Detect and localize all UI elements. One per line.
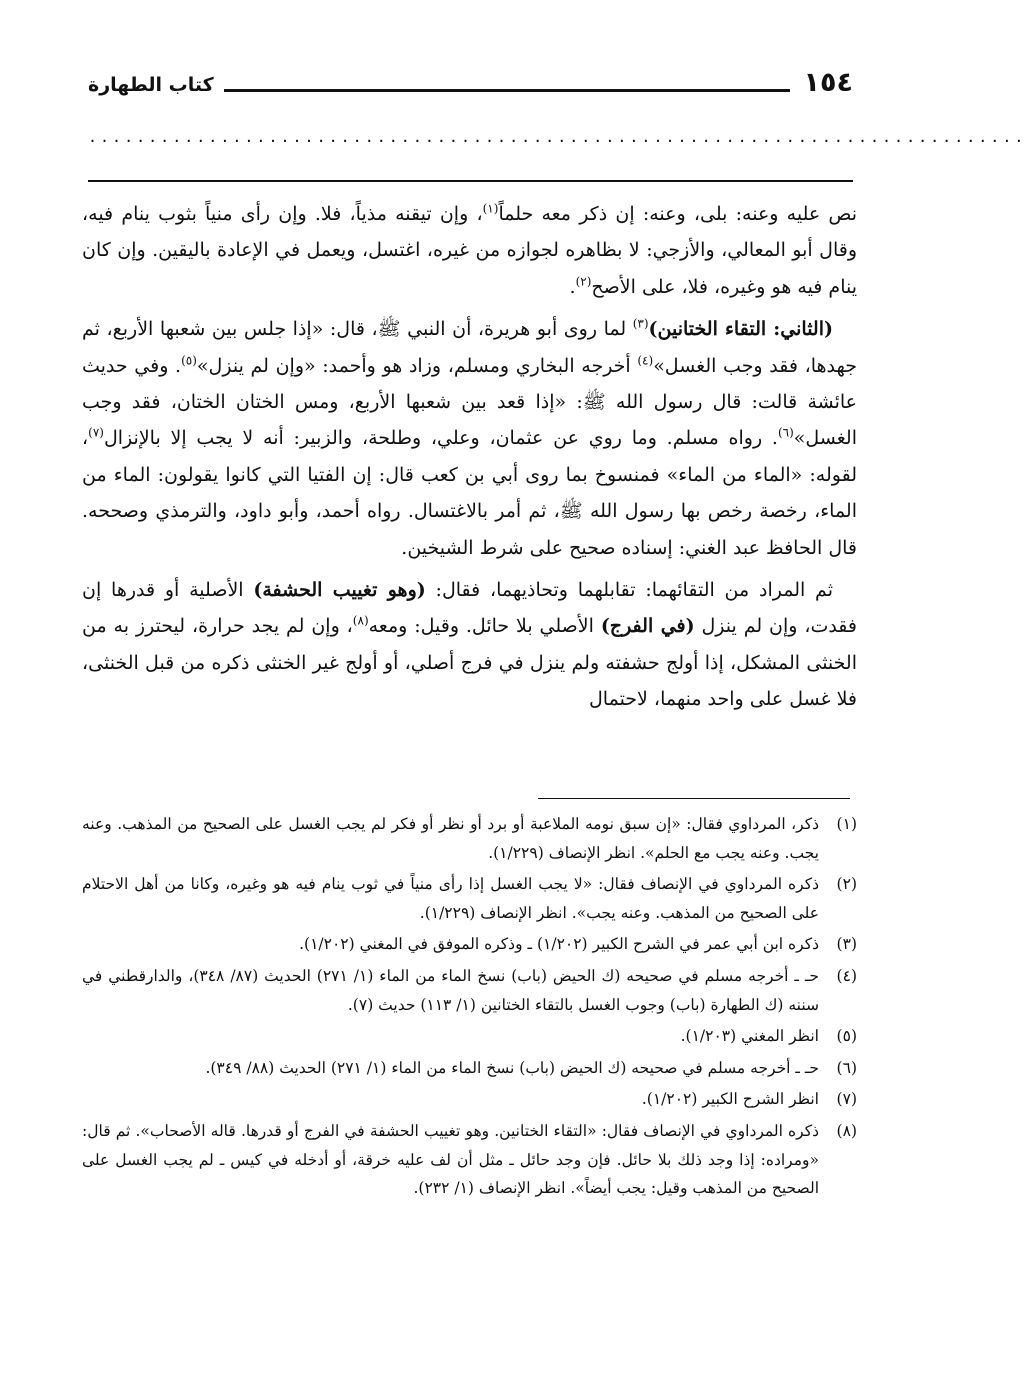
text-run: الأصلي بلا حائل. وقيل: ومعه [368, 615, 601, 638]
text-run: أخرجه البخاري ومسلم، وزاد هو وأحمد: «وإن لم ينزل» [196, 354, 638, 377]
book-title: كتاب الطهارة [88, 74, 214, 96]
text-top-rule [88, 180, 853, 182]
footnote-text: انظر الشرح الكبير (١/٢٠٢). [641, 1090, 819, 1109]
bold-phrase: (الثاني: التقاء الختانين) [648, 318, 833, 341]
footnote-number: (٤) [836, 966, 857, 985]
text-run: . وفي حديث عائشة قالت: قال رسول الله ﷺ: «إذا قعد بين شعبها الأربع، ومس الختان الختان، فقد وجب الغسل» [82, 354, 857, 450]
header-rule [224, 89, 790, 92]
footnote-ref[interactable]: (٤) [637, 353, 654, 368]
footnote-ref[interactable]: (٦) [777, 426, 794, 441]
footnote-item [82, 1085, 857, 1114]
footnotes [82, 810, 857, 1206]
body-paragraph [82, 196, 857, 305]
text-run: ، وإن لم يجد حرارة، ليحترز به من الخنثى المشكل، إذا أولج حشفته ولم ينزل في فرج أصلي، أو أولج غير الخنثى ذكره من قبل الخنثى، فلا غسل على واحد منهما، لاحتمال [82, 615, 857, 711]
footnote-rule [538, 798, 850, 799]
footnote-text: حـ ـ أخرجه مسلم في صحيحه (ك الحيض (باب) نسخ الماء من الماء (١/ ٢٧١) الحديث (٨٨/ ٣٤٩). [205, 1058, 819, 1077]
body-paragraph [82, 572, 857, 718]
footnote-number: (٨) [836, 1121, 857, 1140]
footnote-ref[interactable]: (٣) [632, 316, 649, 331]
dotted-separator: .............................................................................. [88, 128, 1026, 146]
footnote-ref[interactable]: (٨) [352, 614, 369, 629]
footnote-number: (٥) [836, 1027, 857, 1046]
footnote-text: حـ ـ أخرجه مسلم في صحيحه (ك الحيض (باب) نسخ الماء من الماء (١/ ٢٧١) الحديث (٨٧/ ٣٤٨)، والدارقطني في سننه (ك الطهارة (باب) وجوب الغسل بالتقاء الختانين (١/ ١١٣) حديث (٧). [82, 966, 819, 1014]
text-run: . [569, 275, 576, 298]
footnote-ref[interactable]: (٢) [575, 274, 592, 289]
text-run: ، وإن تيقنه مذياً، فلا. وإن رأى منياً بثوب ينام فيه، وقال أبو المعالي، والأزجي: لا بظاهره لجوازه من غيره، اغتسل، ويعمل في الإعادة باليقين. وإن كان ينام فيه هو وغيره، فلا، على الأصح [82, 203, 857, 298]
footnote-ref[interactable]: (١) [482, 201, 499, 216]
footnote-number: (٢) [836, 875, 857, 894]
running-header [88, 58, 853, 98]
footnote-item [82, 870, 857, 927]
footnote-item [82, 1022, 857, 1051]
bold-phrase: (في الفرج) [600, 615, 695, 638]
footnote-number: (١) [836, 815, 857, 833]
text-run: ، لقوله: «الماء من الماء» فمنسوخ بما روى أبي بن كعب قال: إن الفتيا التي كانوا يقولون: الماء من الماء، رخصة رخص بها رسول الله ﷺ، ثم أمر بالاغتسال. رواه أحمد، وأبو داود، والترمذي وصححه. قال الحافظ عبد الغني: إسناده صحيح على شرط الشيخين. [82, 427, 858, 559]
footnote-text: انظر المغني (١/٢٠٣). [680, 1027, 819, 1046]
footnote-text: ذكر، المرداوي فقال: «إن سبق نومه الملاعبة أو برد أو نظر أو فكر لم يجب الغسل على الصحيح من المذهب. وعنه يجب. وعنه يجب مع الحلم». انظر الإنصاف (١/٢٢٩). [82, 815, 819, 862]
text-run: الأصلية أو قدرها إن فقدت، وإن لم ينزل [82, 579, 858, 638]
footnote-number: (٣) [836, 935, 857, 954]
text-run: . رواه مسلم. وما روي عن عثمان، وعلي، وطلحة، والزبير: أنه لا يجب إلا بالإنزال [103, 427, 778, 450]
footnote-text: ذكره المرداوي في الإنصاف فقال: «التقاء الختانين. وهو تغييب الحشفة في الفرج أو قدرها. قاله الأصحاب». ثم قال: «ومراده: إذا وجد ذلك بلا حائل. فإن وجد حائل ـ مثل أن لف عليه خرقة، أو أدخله في كيس ـ لم يجب الغسل على الصحيح من المذهب وقيل: يجب أيضاً». انظر الإنصاف (١/ ٢٣٢). [82, 1121, 819, 1198]
footnote-text: ذكره المرداوي في الإنصاف فقال: «لا يجب الغسل إذا رأى منياً في ثوب ينام فيه هو وغيره، وكانا من أهل الاحتلام على الصحيح من المذهب. وعنه يجب». انظر الإنصاف (١/٢٢٩). [82, 875, 819, 922]
footnote-number: (٦) [836, 1058, 857, 1077]
text-run: نص عليه وعنه: بلى، وعنه: إن ذكر معه حلماً [498, 203, 858, 225]
footnote-item [82, 1054, 857, 1083]
footnote-ref[interactable]: (٥) [181, 353, 197, 368]
body-paragraph [82, 311, 857, 566]
bold-phrase: (وهو تغييب الحشفة) [253, 579, 426, 602]
footnote-ref[interactable]: (٧) [88, 426, 104, 441]
text-run: لما روى أبو هريرة، أن النبي ﷺ، قال: «إذا جلس بين شعبها الأربع، ثم جهدها، فقد وجب الغسل» [82, 318, 857, 377]
footnote-item [82, 962, 857, 1019]
footnote-item [82, 810, 857, 867]
main-text [82, 196, 857, 724]
footnote-number: (٧) [836, 1090, 857, 1109]
footnote-item [82, 1117, 857, 1203]
page-number: ١٥٤ [803, 67, 853, 98]
footnote-text: ذكره ابن أبي عمر في الشرح الكبير (١/٢٠٢) ـ وذكره الموفق في المغني (١/٢٠٢). [299, 935, 819, 954]
text-run: ثم المراد من التقائهما: تقابلهما وتحاذيهما، فقال: [425, 579, 833, 602]
footnote-item [82, 930, 857, 959]
